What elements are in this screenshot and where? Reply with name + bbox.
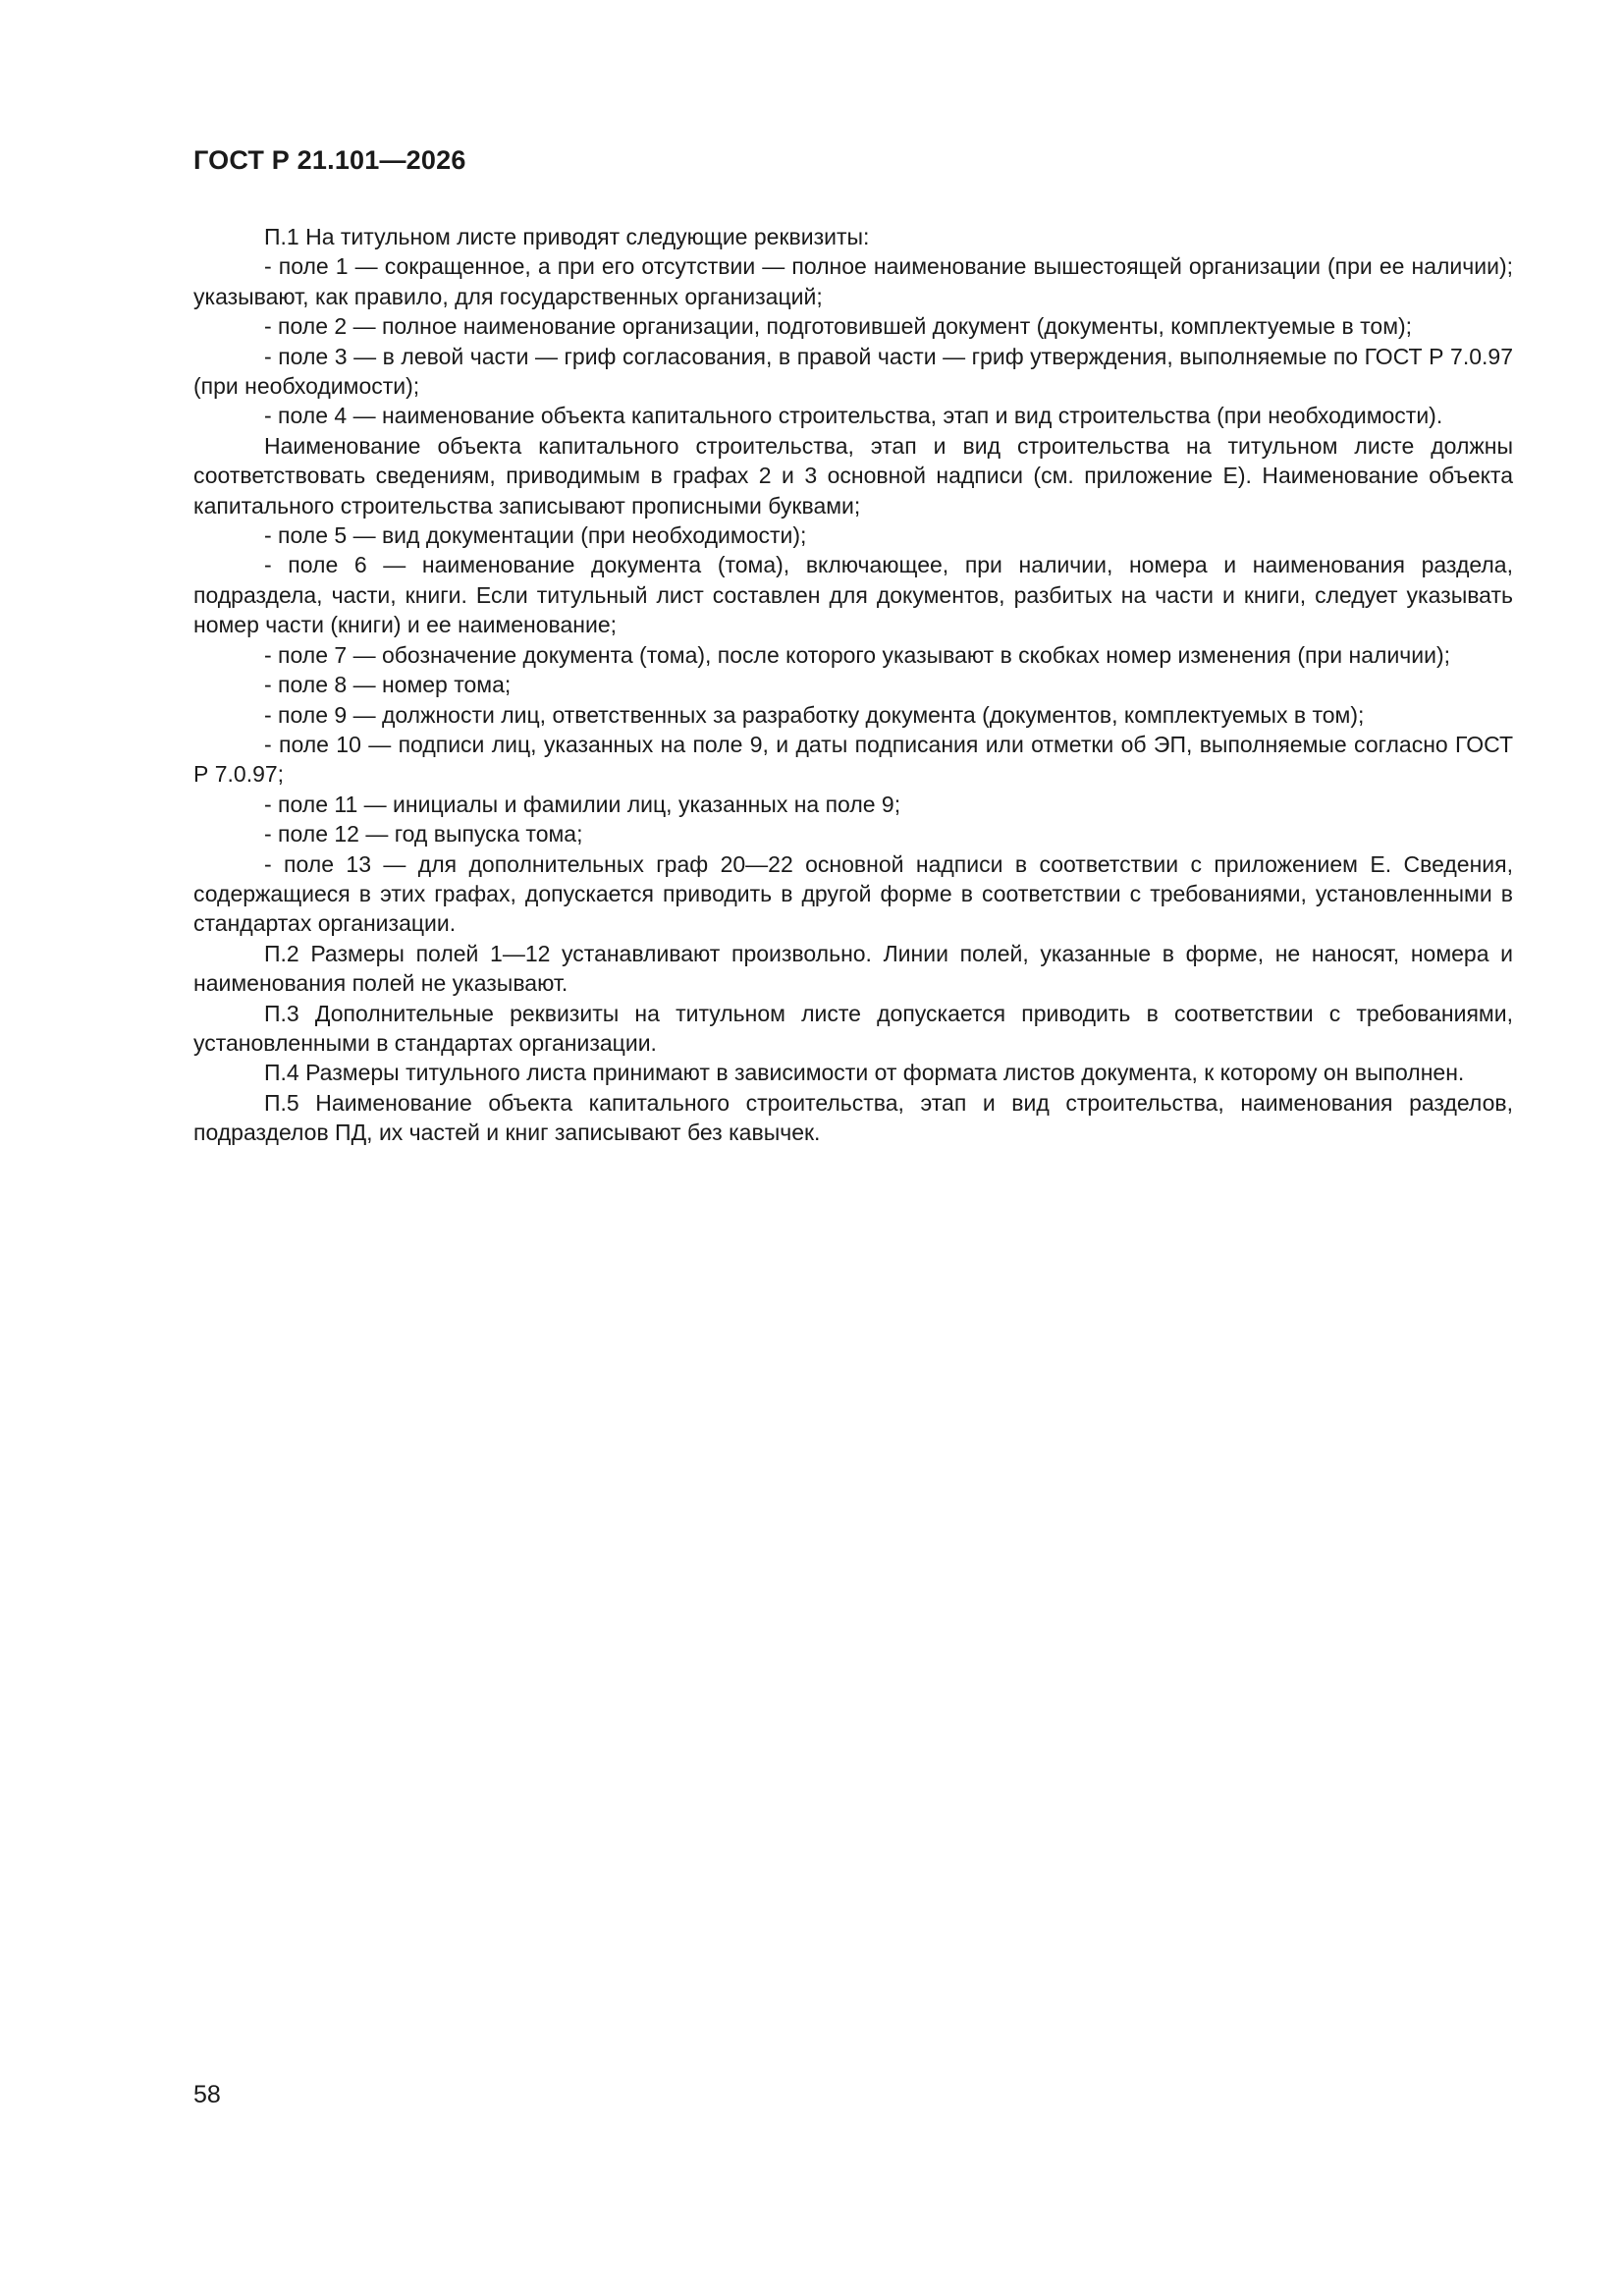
list-item-field-11: - поле 11 — инициалы и фамилии лиц, указанных на поле 9; (264, 791, 901, 817)
list-item-field-3: - поле 3 — в левой части — гриф согласования, в правой части — гриф утверждения, выполняемые по ГОСТ Р 7.0.97 (при необходимости); (193, 343, 1513, 400)
list-item-field-10: - поле 10 — подписи лиц, указанных на поле 9, и даты подписания или отметки об ЭП, выполняемые согласно ГОСТ Р 7.0.97; (193, 731, 1513, 788)
paragraph-p2: П.2 Размеры полей 1—12 устанавливают произвольно. Линии полей, указанные в форме, не наносят, номера и наименования полей не указывают. (193, 940, 1513, 997)
list-item-field-8: - поле 8 — номер тома; (264, 672, 512, 698)
list-item-field-7: - поле 7 — обозначение документа (тома), после которого указывают в скобках номер изменения (при наличии); (264, 641, 1451, 668)
list-item-field-4: - поле 4 — наименование объекта капитального строительства, этап и вид строительства (при необходимости). (264, 403, 1443, 429)
paragraph-p5: П.5 Наименование объекта капитального строительства, этап и вид строительства, наименования разделов, подразделов ПД, их частей и книг записывают без кавычек. (193, 1089, 1513, 1146)
paragraph-p4: П.4 Размеры титульного листа принимают в зависимости от формата листов документа, к которому он выполнен. (264, 1060, 1465, 1086)
paragraph-object-name-note: Наименование объекта капитального строительства, этап и вид строительства на титульном листе должны соответствовать сведениям, приводимым в графах 2 и 3 основной надписи (см. приложение Е). Наименование объекта капитального строительства записывают прописными буквами; (193, 432, 1513, 519)
document-code-header: ГОСТ Р 21.101—2026 (193, 145, 466, 175)
list-item-field-6: - поле 6 — наименование документа (тома), включающее, при наличии, номера и наименования раздела, подраздела, части, книги. Если титульный лист составлен для документов, разбитых на части и книги, следует указывать номер части (книги) и ее наименование; (193, 552, 1513, 638)
page-number: 58 (193, 2081, 221, 2108)
paragraph-p3: П.3 Дополнительные реквизиты на титульном листе допускается приводить в соответствии с требованиями, установленными в стандартах организации. (193, 1000, 1513, 1056)
paragraph-p1-intro: П.1 На титульном листе приводят следующие реквизиты: (264, 224, 870, 249)
list-item-field-2: - поле 2 — полное наименование организации, подготовившей документ (документы, комплектуемые в том); (264, 313, 1413, 340)
list-item-field-5: - поле 5 — вид документации (при необходимости); (264, 522, 807, 549)
document-body (193, 222, 1513, 1148)
list-item-field-13: - поле 13 — для дополнительных граф 20—22 основной надписи в соответствии с приложением Е. Сведения, содержащиеся в этих графах, допускается приводить в другой форме в соответствии с требованиями, установленными в стандартах организации. (193, 850, 1513, 937)
list-item-field-12: - поле 12 — год выпуска тома; (264, 821, 583, 847)
list-item-field-1: - поле 1 — сокращенное, а при его отсутствии — полное наименование вышестоящей организации (при ее наличии); указывают, как правило, для государственных организаций; (193, 253, 1513, 309)
list-item-field-9: - поле 9 — должности лиц, ответственных за разработку документа (документов, комплектуемых в том); (264, 701, 1365, 728)
